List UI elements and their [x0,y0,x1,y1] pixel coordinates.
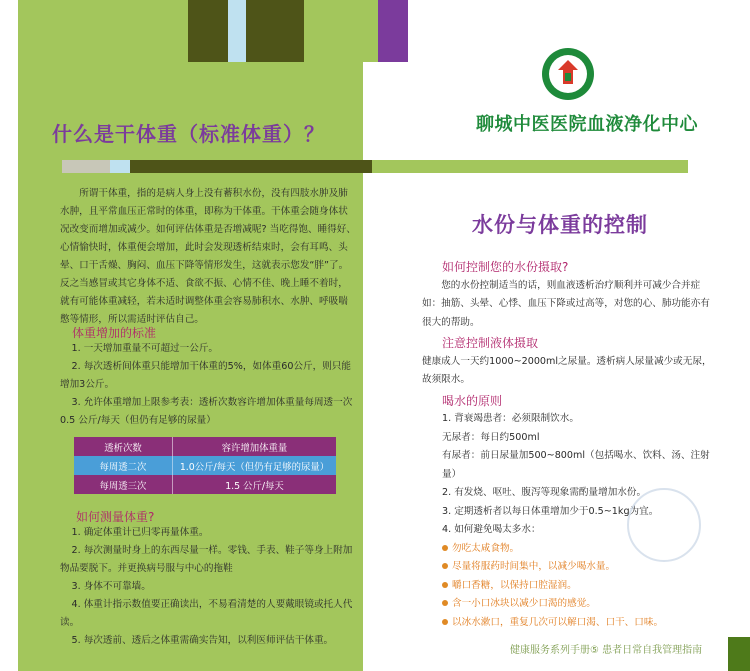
strip-olive-dark [290,160,372,173]
table-cell: 1.5 公斤/每天 [225,480,284,492]
weight-std-list [60,340,356,430]
table-cell: 每周透二次 [74,456,173,475]
table-header-row [74,437,336,456]
right-content [422,258,712,632]
s3-item: 1. 背衰竭患者：必须限制饮水。 [442,413,579,424]
strip-olive [130,160,290,173]
logo-text: 聊城中医医院血液净化中心 [476,114,698,135]
strip-green-right [372,160,688,173]
table-cell: 1.0公斤/每天（但仍有足够的尿量） [179,461,330,473]
top-bar-green2 [304,0,378,62]
s2-text: 健康成人一天约1000~2000ml之尿量。透析病人尿量减少或无尿，故须限水。 [422,355,712,385]
weight-table [74,437,336,494]
left-title: 什么是干体重（标准体重）？ [52,122,325,146]
table-cell: 每周透三次 [74,475,173,494]
strip-gray [62,160,110,173]
right-title: 水份与体重的控制 [472,213,648,237]
bullet-icon [442,600,448,606]
tip-text: 尽量将服药时间集中，以减少喝水量。 [452,561,616,572]
s3-title: 喝水的原则 [442,393,503,408]
s1-text: 您的水份控制适当的话，则血液透析治疗顺利并可减少合并症如：抽筋、头晕、心悸、血压下降或过高等，对您的心、肺功能亦有很大的帮助。 [422,279,710,328]
weight-std-item: 2. 每次透析间体重只能增加干体重的5%，如体重60公斤，则只能增加3公斤。 [60,361,351,390]
measure-item: 1. 确定体重计已归零再量体重。 [71,527,209,538]
weight-std-item: 1. 一天增加重量不可超过一公斤。 [71,343,219,354]
middle-strip [62,160,688,173]
measure-item: 2. 每次测量时身上的东西尽量一样。零钱、手表、鞋子等身上附加物品要脱下。并更换病号服与中心的拖鞋 [60,545,353,574]
weight-std-title: 体重增加的标准 [72,326,157,340]
tip-text: 勿吃太咸食物。 [452,542,520,554]
tip-item [422,595,712,614]
table-row [74,456,336,475]
top-band [0,0,750,62]
tip-item [422,614,712,633]
hospital-logo [540,46,596,102]
tip-text: 含一小口冰块以减少口渴的感觉。 [452,598,596,609]
footer-corner-block [728,637,750,671]
bullet-icon [442,545,448,551]
s3-item: 3. 定期透析者以每日体重增加少于0.5~1kg为宜。 [442,505,659,517]
top-bar-lightblue [228,0,246,62]
measure-title: 如何测量体重? [76,510,155,524]
bullet-icon [442,582,448,588]
top-bar-purple [378,0,408,62]
watermark-stamp [627,488,701,562]
top-bar-olive [188,0,228,62]
table-header-cell: 透析次数 [74,437,173,456]
left-intro: 所谓干体重，指的是病人身上没有蓄积水份，没有四肢水肿及肺水肿，且平常血压正常时的体重，即称为干体重。干体重会随身体状况改变而增加或减少。如何评估体重是否增减呢? 当吃得饱、睡得好、心情愉快时，体重便会增加，此时会发现透析结束时，会有耳鸣、头晕、口干舌燥、胸闷、血压下降等情形发生，这就表示您发“胖”了。反之当感冒或其它身体不适、食欲不振、心情不佳、晚上睡不着时，就有可能体重减轻，若未适时调整体重会容易肺积水、水肿、呼吸喘憋等情形，所以需适时评估自己。 [60,188,356,325]
s1-title: 如何控制您的水份摄取? [442,260,569,274]
top-bar-green [18,0,188,62]
weight-std-item: 3. 允许体重增加上限参考表：透析次数容许增加体重量每周透一次0.5 公斤/每天（但仍有足够的尿量） [60,397,353,426]
bullet-icon [442,619,448,625]
top-bar-white-left [0,0,18,62]
measure-list [60,524,356,650]
bullet-icon [442,563,448,569]
s3-item: 无尿者：每日约500ml [442,431,540,443]
table-header-cell: 容许增加体重量 [221,442,288,454]
top-bar-olive2 [246,0,304,62]
s2-title: 注意控制液体摄取 [442,336,539,350]
tip-text: 嚼口香糖，以保持口腔湿润。 [452,579,577,591]
measure-item: 3. 身体不可靠墙。 [71,581,151,592]
measure-item: 4. 体重计指示数值要正确读出，不易看清楚的人要戴眼镜或托人代读。 [60,599,353,628]
table-row [74,475,336,494]
s3-item: 有尿者：前日尿量加500~800ml（包括喝水、饮料、汤、注射量） [442,450,710,480]
s3-item: 4. 如何避免喝太多水： [442,524,541,535]
page-footer: 健康服务系列手册⑤ 患者日常自我管理指南 [510,645,703,656]
tip-item [422,577,712,596]
s3-item: 2. 有发烧、呕吐、腹泻等现象需酌量增加水份。 [442,487,647,498]
hospital-emblem-icon [540,46,596,102]
tip-text: 以冰水漱口，重复几次可以解口渴、口干、口味。 [452,616,664,628]
measure-item: 5. 每次透前、透后之体重需确实告知，以利医师评估干体重。 [71,635,334,646]
strip-blue [110,160,130,173]
